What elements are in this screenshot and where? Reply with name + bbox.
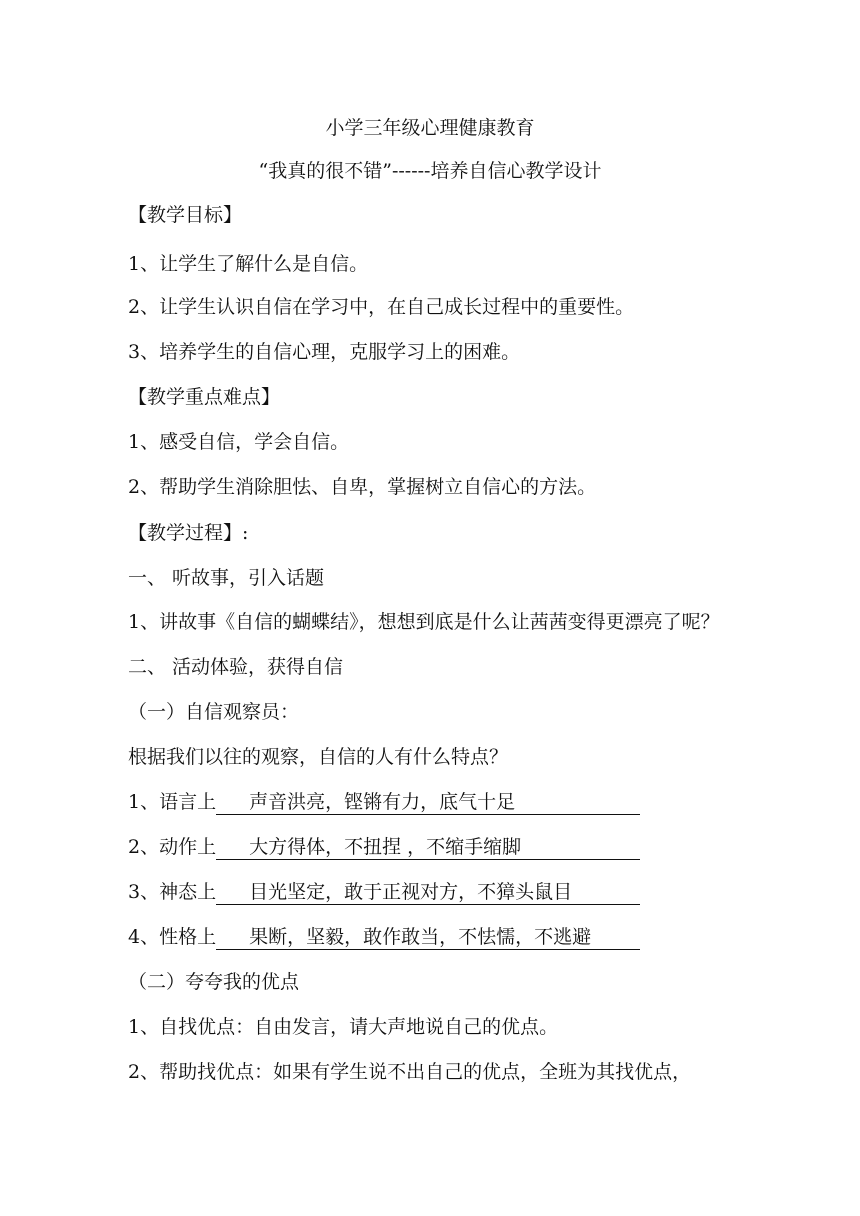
trait-answer-blank: 大方得体，不扭捏 ，不缩手缩脚 <box>216 835 640 860</box>
trait-answer-blank: 目光坚定，敢于正视对方，不獐头鼠目 <box>216 880 640 905</box>
goal-item: 1、让学生了解什么是自信。 <box>128 253 369 275</box>
process-part-heading: 二、 活动体验，获得自信 <box>128 656 344 678</box>
trait-row <box>128 922 640 952</box>
trait-row <box>128 787 640 817</box>
trait-label: 4、性格上 <box>128 926 217 948</box>
strength-item: 2、帮助找优点：如果有学生说不出自己的优点，全班为其找优点， <box>128 1061 692 1083</box>
document-title: 小学三年级心理健康教育 <box>325 117 535 139</box>
process-part-heading: 一、 听故事，引入话题 <box>128 567 325 589</box>
process-item: 1、讲故事《自信的蝴蝶结》，想想到底是什么让茜茜变得更漂亮了呢？ <box>128 611 720 633</box>
section-heading-key-points: 【教学重点难点】 <box>128 386 281 408</box>
goal-item: 2、让学生认识自信在学习中，在自己成长过程中的重要性。 <box>128 296 635 318</box>
subsection-heading: （二）夸夸我的优点 <box>128 971 300 993</box>
key-point-item: 2、帮助学生消除胆怯、自卑，掌握树立自信心的方法。 <box>128 476 597 498</box>
trait-answer-blank: 声音洪亮，铿锵有力，底气十足 <box>216 790 640 815</box>
goal-item: 3、培养学生的自信心理，克服学习上的困难。 <box>128 341 521 363</box>
section-heading-goals: 【教学目标】 <box>128 204 243 226</box>
document-subtitle: “我真的很不错”------培养自信心教学设计 <box>258 160 602 182</box>
trait-row <box>128 832 640 862</box>
section-heading-process: 【教学过程】: <box>128 522 249 544</box>
strength-item: 1、自找优点：自由发言，请大声地说自己的优点。 <box>128 1016 559 1038</box>
observer-question: 根据我们以往的观察，自信的人有什么特点？ <box>128 746 509 768</box>
trait-label: 1、语言上 <box>128 791 217 813</box>
trait-label: 3、神态上 <box>128 881 217 903</box>
key-point-item: 1、感受自信，学会自信。 <box>128 431 350 453</box>
trait-row <box>128 877 640 907</box>
trait-label: 2、动作上 <box>128 836 217 858</box>
subsection-heading: （一）自信观察员： <box>128 701 300 723</box>
trait-answer-blank: 果断，坚毅，敢作敢当，不怯懦，不逃避 <box>216 925 640 950</box>
